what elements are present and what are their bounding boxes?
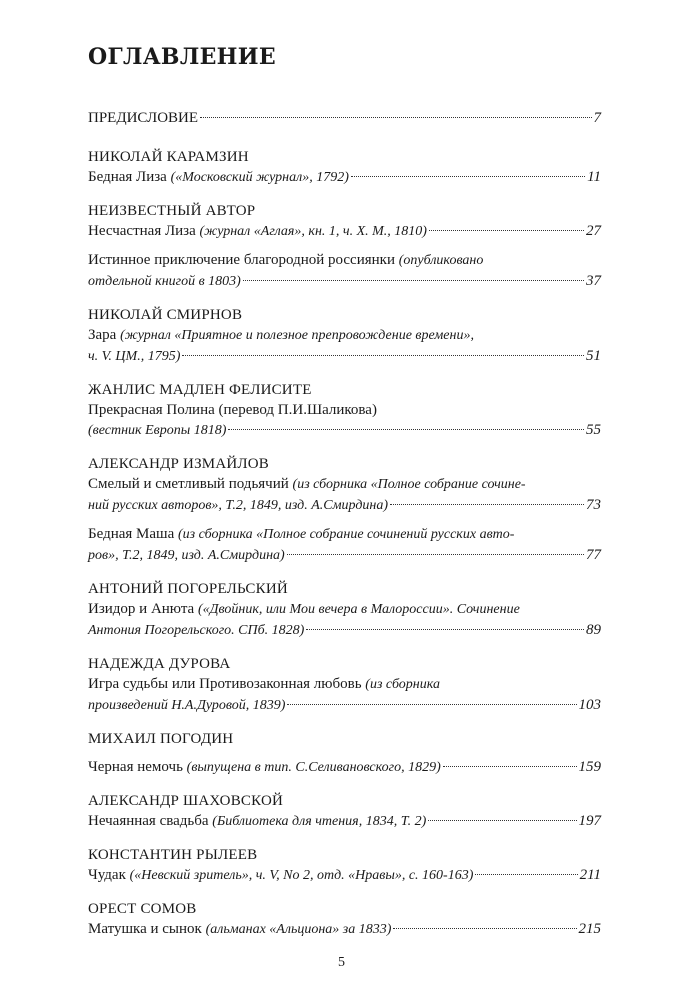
leader-dots — [228, 429, 584, 430]
leader-dots — [443, 766, 577, 767]
author-heading: ОРЕСТ СОМОВ — [88, 901, 197, 917]
entry-title: Бедная Маша — [88, 526, 178, 542]
toc-entry-preface — [88, 108, 601, 128]
table-of-contents — [88, 108, 601, 940]
page-number: 5 — [338, 955, 345, 970]
toc-entry — [88, 599, 601, 641]
leader-dots — [243, 280, 584, 281]
toc-entry — [88, 811, 601, 832]
entry-page: 77 — [586, 547, 601, 563]
entry-page: 215 — [578, 921, 601, 937]
entry-title: Игра судьбы или Противозаконная любовь — [88, 676, 366, 692]
toc-entry — [88, 474, 601, 516]
entry-title: Прекрасная Полина (перевод П.И.Шаликова) — [88, 402, 377, 418]
author-heading: АЛЕКСАНДР ИЗМАЙЛОВ — [88, 456, 270, 472]
entry-page: 197 — [578, 813, 601, 829]
entry-title: Несчастная Лиза — [88, 223, 200, 239]
author-heading: МИХАИЛ ПОГОДИН — [88, 731, 234, 747]
entry-page: 159 — [578, 759, 601, 775]
entry-page: 27 — [586, 223, 601, 239]
author-heading: АНТОНИЙ ПОГОРЕЛЬСКИЙ — [88, 581, 288, 597]
entry-title: Изидор и Анюта — [88, 601, 198, 617]
entry-source-cont: Антония Погорельского. СПб. 1828) — [88, 623, 305, 638]
author-heading: АЛЕКСАНДР ШАХОВСКОЙ — [88, 793, 284, 809]
toc-entry — [88, 919, 601, 940]
entry-source: (выпущена в тип. С.Селивановского, 1829) — [186, 760, 441, 775]
entry-source-cont: отдельной книгой в 1803) — [88, 274, 241, 289]
entry-source: (опубликовано — [398, 253, 484, 268]
toc-entry — [88, 400, 601, 441]
leader-dots — [475, 874, 577, 875]
leader-dots — [429, 230, 584, 231]
entry-source-cont: произведений Н.А.Дуровой, 1839) — [88, 698, 286, 713]
entry-source: (Библиотека для чтения, 1834, Т. 2) — [212, 814, 427, 829]
toc-entry — [88, 524, 601, 566]
entry-page: 103 — [578, 697, 601, 713]
entry-source-cont: ний русских авторов», Т.2, 1849, изд. А.Смирдина) — [88, 498, 389, 513]
toc-entry — [88, 167, 601, 188]
toc-entry — [88, 865, 601, 886]
entry-page: 7 — [593, 110, 601, 126]
author-heading: ЖАНЛИС МАДЛЕН ФЕЛИСИТЕ — [88, 382, 312, 398]
author-heading: НИКОЛАЙ СМИРНОВ — [88, 307, 243, 323]
entry-title: Смелый и сметливый подьячий — [88, 476, 293, 492]
toc-entry — [88, 674, 601, 716]
entry-source-cont: (вестник Европы 1818) — [88, 423, 227, 438]
entry-source: (альманах «Альциона» за 1833) — [205, 922, 392, 937]
entry-page: 37 — [586, 273, 601, 289]
entry-source-cont: ч. V. ЦМ., 1795) — [88, 349, 181, 364]
entry-page: 211 — [579, 867, 601, 883]
entry-title: Истинное приключение благородной россиянки — [88, 252, 399, 268]
entry-page: 89 — [586, 622, 601, 638]
entry-title: Матушка и сынок — [88, 921, 206, 937]
leader-dots — [390, 504, 584, 505]
entry-title: Нечаянная свадьба — [88, 813, 213, 829]
page-title: ОГЛАВЛЕНИЕ — [88, 44, 276, 70]
entry-page: 55 — [586, 422, 601, 438]
entry-source: (из сборника «Полное собрание сочине- — [292, 477, 526, 492]
entry-source: (журнал «Аглая», кн. 1, ч. Х. М., 1810) — [199, 224, 427, 239]
entry-source: (журнал «Приятное и полезное препровождение времени», — [120, 328, 474, 343]
author-heading: НАДЕЖДА ДУРОВА — [88, 656, 231, 672]
entry-source: (из сборника — [365, 677, 440, 692]
leader-dots — [393, 928, 576, 929]
entry-page: 11 — [587, 169, 601, 185]
author-heading: НЕИЗВЕСТНЫЙ АВТОР — [88, 203, 256, 219]
entry-source: («Невский зритель», ч. V, No 2, отд. «Нравы», с. 160-163) — [129, 868, 474, 883]
entry-title: Черная немочь — [88, 759, 187, 775]
entry-source: («Московский журнал», 1792) — [170, 170, 349, 185]
leader-dots — [306, 629, 584, 630]
leader-dots — [182, 355, 584, 356]
entry-source-cont: ров», Т.2, 1849, изд. А.Смирдина) — [88, 548, 285, 563]
entry-source: («Двойник, или Мои вечера в Малороссии». Сочинение — [197, 602, 520, 617]
entry-title: ПРЕДИСЛОВИЕ — [88, 110, 199, 126]
toc-entry — [88, 757, 601, 778]
toc-entry — [88, 325, 601, 367]
leader-dots — [287, 554, 584, 555]
author-heading: КОНСТАНТИН РЫЛЕЕВ — [88, 847, 258, 863]
entry-source: (из сборника «Полное собрание сочинений русских авто- — [178, 527, 515, 542]
entry-title: Зара — [88, 327, 121, 343]
entry-title: Бедная Лиза — [88, 169, 171, 185]
entry-title: Чудак — [88, 867, 130, 883]
entry-page: 51 — [586, 348, 601, 364]
leader-dots — [428, 820, 576, 821]
leader-dots — [200, 117, 591, 118]
leader-dots — [287, 704, 576, 705]
toc-entry — [88, 250, 601, 292]
toc-entry — [88, 221, 601, 242]
author-heading: НИКОЛАЙ КАРАМЗИН — [88, 149, 249, 165]
entry-page: 73 — [586, 497, 601, 513]
leader-dots — [351, 176, 585, 177]
